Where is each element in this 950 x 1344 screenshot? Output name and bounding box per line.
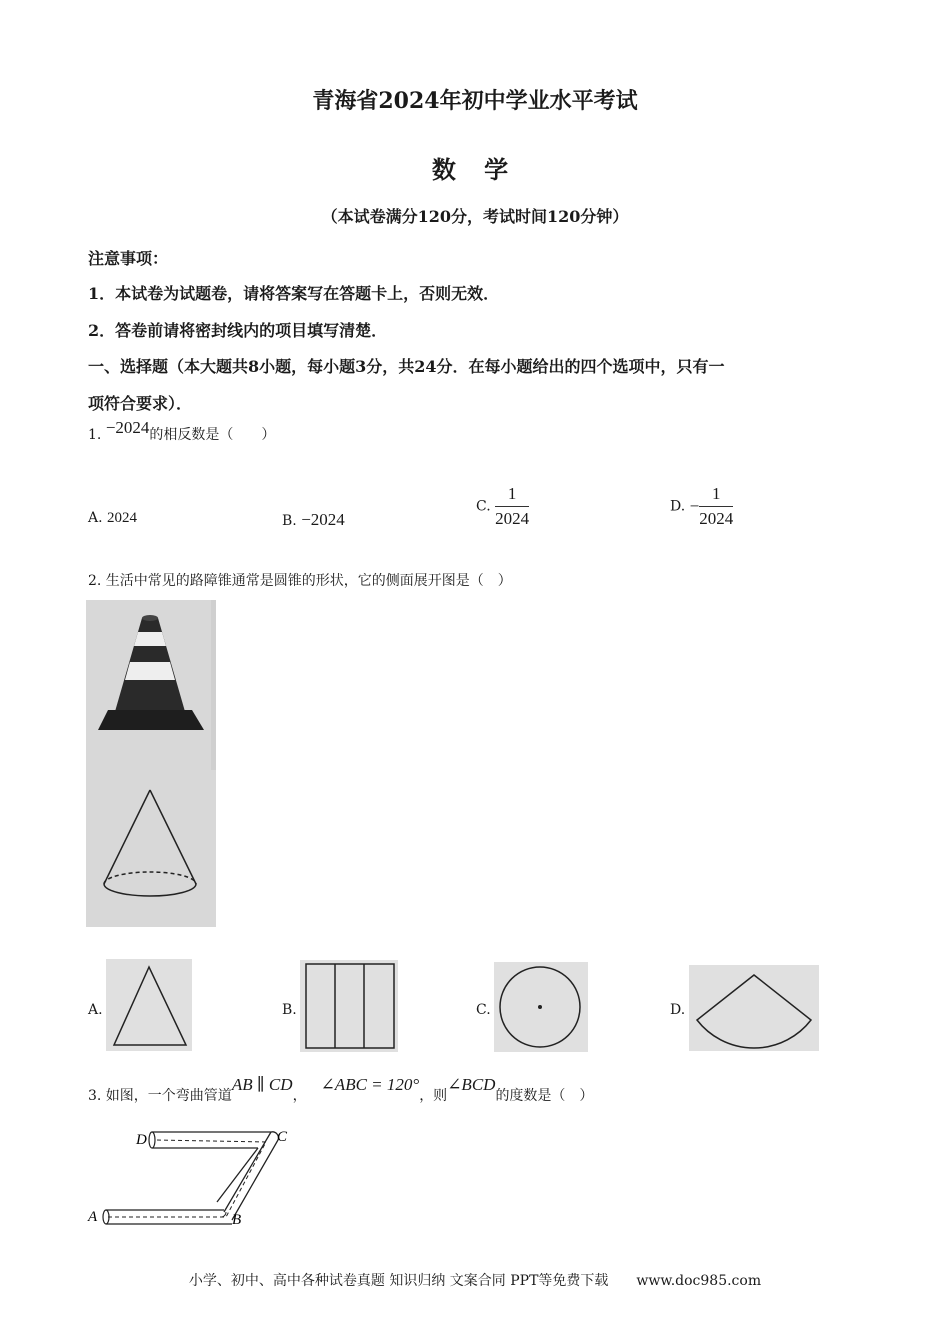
notes-heading: 注意事项： xyxy=(88,249,169,268)
q2-option-c-figure[interactable] xyxy=(494,962,588,1052)
page-footer: 小学、初中、高中各种试卷真题 知识归纳 文案合同 PPT等免费下载 www.doc985.com xyxy=(188,1273,762,1289)
q3-target-angle: ∠BCD xyxy=(447,1075,496,1094)
q1-option-c[interactable]: C. $\frac{1}{2024}$ xyxy=(476,484,530,528)
label-b: B xyxy=(232,1212,242,1228)
pipe-diagram xyxy=(86,1124,296,1228)
label-d: D xyxy=(136,1132,147,1148)
section-heading: 一、选择题（本大题共8小题，每小题3分，共24分．在每小题给出的四个选项中，只有一 xyxy=(88,357,725,376)
question-2: 2. 生活中常见的路障锥通常是圆锥的形状，它的侧面展开图是（ ） xyxy=(88,573,512,589)
exam-info: （本试卷满分120分，考试时间120分钟） xyxy=(321,207,629,226)
q2-option-c-label[interactable]: C. xyxy=(476,1002,491,1018)
traffic-cone-illustration xyxy=(86,600,216,927)
q2-option-a-figure[interactable] xyxy=(106,959,192,1051)
label-a: A xyxy=(88,1209,98,1225)
q1-option-d[interactable]: D. − $\frac{1}{2024}$ xyxy=(670,484,734,528)
sector-figure xyxy=(689,965,819,1051)
circle-figure xyxy=(494,962,588,1052)
cone-photo xyxy=(86,600,216,927)
note-item: 1．本试卷为试题卷，请将答案写在答题卡上，否则无效． xyxy=(88,284,500,303)
q3-parallel-expression: AB ∥ CD xyxy=(231,1075,293,1094)
triangle-figure xyxy=(106,959,192,1051)
q2-option-d-label[interactable]: D. xyxy=(670,1002,686,1018)
section-heading-cont: 项符合要求）． xyxy=(88,394,193,413)
bent-pipe-figure xyxy=(86,1124,296,1228)
q2-option-b-figure[interactable] xyxy=(300,960,398,1052)
q1-math: −2024 xyxy=(105,418,150,437)
note-item: 2．答卷前请将密封线内的项目填写清楚． xyxy=(88,321,388,340)
q1-option-b[interactable]: B. −2024 xyxy=(282,510,345,529)
question-1: 1. −2024的相反数是（ ） xyxy=(88,418,276,443)
subject-title: 数 学 xyxy=(431,155,519,184)
q2-option-a-label[interactable]: A. xyxy=(88,1002,103,1018)
q3-angle-expression: ∠ABC = 120° xyxy=(320,1075,420,1094)
q2-option-d-figure[interactable] xyxy=(689,965,819,1051)
rectangle-figure xyxy=(300,960,398,1052)
q1-option-a[interactable]: A. 2024 xyxy=(88,510,138,526)
label-c: C xyxy=(277,1129,288,1145)
question-3: 3. 如图，一个弯曲管道AB ∥ CD，∠ABC = 120°，则∠BCD的度数是（ ） xyxy=(88,1075,594,1104)
exam-title: 青海省2024年初中学业水平考试 xyxy=(312,88,638,114)
q2-option-b-label[interactable]: B. xyxy=(282,1002,297,1018)
